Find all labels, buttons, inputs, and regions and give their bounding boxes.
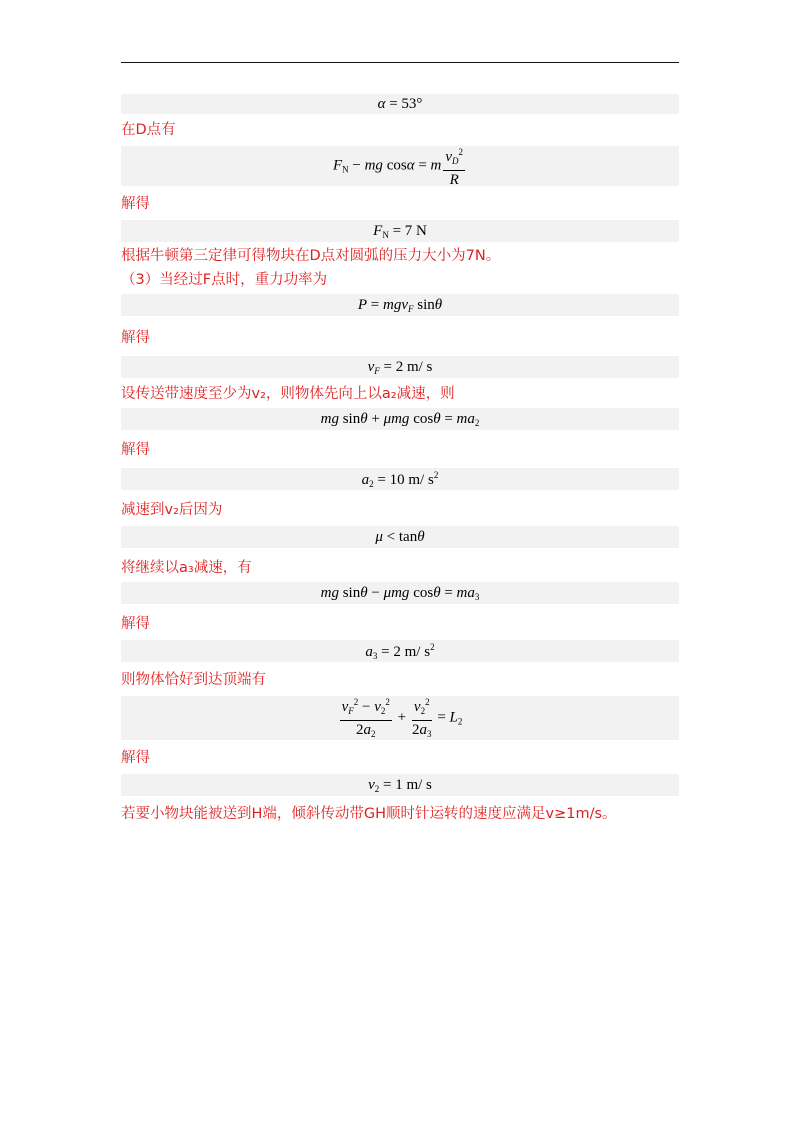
- equation-power-text: P = mgv$_F$ sinθ: [357, 296, 443, 314]
- equation-decel-up-text: mg sinθ + μmg $\cos\theta = ma_2$: [320, 410, 480, 428]
- text-reach-top: 则物体恰好到达顶端有: [121, 672, 266, 688]
- equation-fn-text: $F_N = 7$ N: [373, 222, 427, 240]
- text-solve-4: 解得: [121, 616, 150, 632]
- equation-force-d-text: $F_N$ − mg cosα = m $\frac{v_D^2}{R}$: [333, 144, 467, 188]
- equation-v2: [121, 774, 679, 796]
- text-continue-a3: 将继续以a₃减速，有: [121, 560, 252, 576]
- equation-mu-tan: [121, 526, 679, 548]
- header-rule: [121, 62, 679, 63]
- text-solve-2: 解得: [121, 330, 150, 346]
- solution-body: [121, 94, 679, 824]
- equation-force-d: [121, 146, 679, 186]
- text-at-d: 在D点有: [121, 122, 176, 138]
- equation-a2-text: $a_2 = 10$ m/ $s^2$: [361, 469, 439, 489]
- equation-vf: [121, 356, 679, 378]
- text-after-v2: 减速到v₂后因为: [121, 502, 223, 518]
- equation-alpha: [121, 94, 679, 114]
- text-solve-1: 解得: [121, 196, 150, 212]
- equation-decel-a3: [121, 582, 679, 604]
- equation-length-text: $\frac{v_F^2 - v_2^2}{2a_2}$ + $\frac{v_2^2}{2a_3}$ = $L_2$: [338, 694, 463, 742]
- equation-fn: [121, 220, 679, 242]
- equation-mu-tan-text: μ < tanθ: [375, 528, 425, 545]
- equation-vf-text: $v_F = 2$ m/ s: [367, 358, 433, 376]
- equation-decel-up: [121, 408, 679, 430]
- equation-a3: [121, 640, 679, 662]
- text-solve-3: 解得: [121, 442, 150, 458]
- text-newton-third: 根据牛顿第三定律可得物块在D点对圆弧的压力大小为7N。: [121, 248, 501, 264]
- text-part3: （3）当经过F点时，重力功率为: [121, 272, 328, 288]
- text-belt-speed: 设传送带速度至少为v₂，则物体先向上以a₂减速，则: [121, 386, 455, 402]
- equation-power: [121, 294, 679, 316]
- equation-a3-text: $a_3 = 2$ m/ $s^2$: [365, 641, 435, 661]
- equation-decel-a3-text: mg sinθ − μmg $\cos\theta = ma_3$: [320, 584, 480, 602]
- text-solve-5: 解得: [121, 750, 150, 766]
- equation-length: [121, 696, 679, 740]
- equation-a2: [121, 468, 679, 490]
- text-conclusion: 若要小物块能被送到H端，倾斜传动带GH顺时针运转的速度应满足v≥1m/s。: [121, 806, 617, 822]
- equation-v2-text: $v_2 = 1$ m/ s: [368, 776, 432, 794]
- equation-alpha-text: α = 53°: [377, 95, 423, 112]
